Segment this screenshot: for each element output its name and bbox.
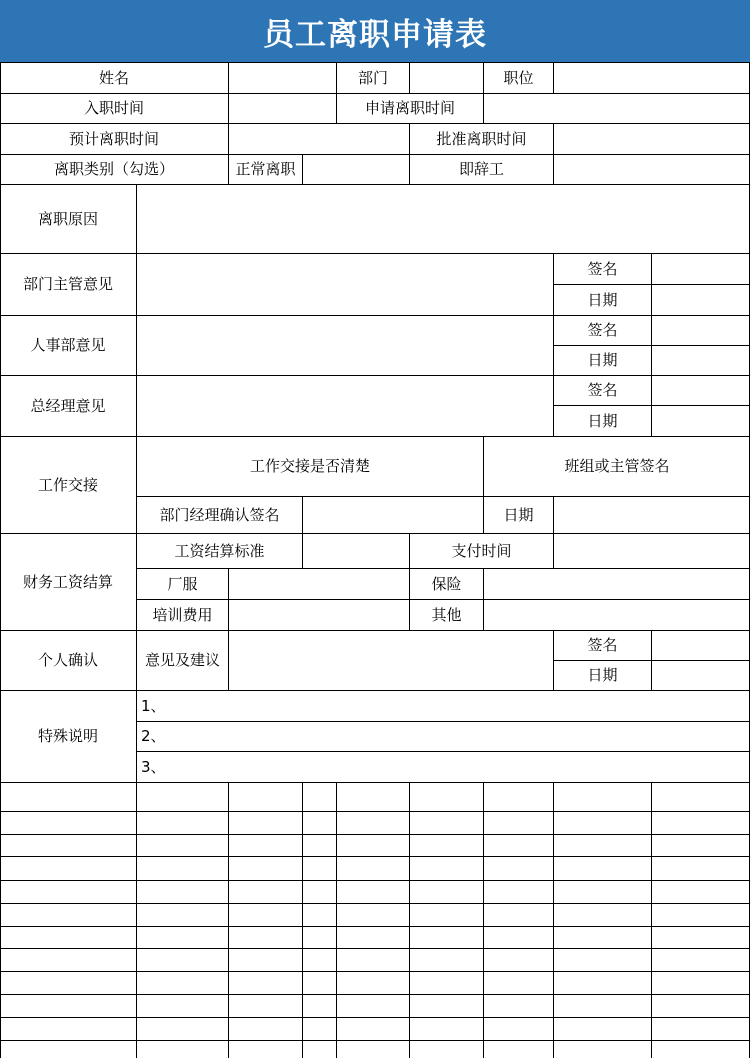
label-approved-date: 批准离职时间 [436, 129, 527, 148]
input-dept-head-opinion[interactable] [137, 254, 553, 315]
input-other[interactable] [484, 600, 750, 630]
label-handover-clear: 工作交接是否清楚 [249, 457, 370, 475]
label-leave-type: 离职类别（勾选） [53, 160, 174, 178]
label-department: 部门 [357, 68, 388, 87]
input-pay-time[interactable] [554, 534, 750, 568]
input-handover-date[interactable] [554, 497, 750, 533]
label-personal-signature: 签名 [587, 636, 618, 654]
label-apply-date: 申请离职时间 [364, 99, 455, 117]
label-hr-date: 日期 [587, 351, 618, 369]
input-dept-head-date[interactable] [652, 285, 750, 315]
note-line-2[interactable]: 2、 [141, 727, 166, 745]
input-reason[interactable] [137, 185, 750, 253]
checkbox-normal-leave[interactable] [303, 155, 409, 184]
label-hire-date: 入职时间 [83, 99, 144, 117]
label-salary-standard: 工资结算标准 [174, 541, 265, 560]
label-handover: 工作交接 [37, 475, 98, 494]
input-name[interactable] [229, 63, 336, 93]
label-training-fee: 培训费用 [152, 605, 213, 624]
label-personal-confirm: 个人确认 [37, 651, 98, 669]
input-approved-date[interactable] [554, 124, 750, 154]
input-department[interactable] [410, 63, 483, 93]
label-gm-date: 日期 [587, 411, 618, 430]
label-hr-signature: 签名 [587, 321, 618, 339]
label-finance: 财务工资结算 [22, 572, 113, 591]
label-insurance: 保险 [431, 574, 462, 593]
form-title: 员工离职申请表 [0, 0, 750, 62]
input-insurance[interactable] [484, 569, 750, 599]
label-team-lead-sign: 班组或主管签名 [564, 457, 670, 475]
input-hr-signature[interactable] [652, 316, 750, 345]
input-gm-signature[interactable] [652, 376, 750, 405]
label-reason: 离职原因 [37, 209, 98, 228]
input-suggestions[interactable] [229, 631, 553, 690]
label-dept-head-opinion: 部门主管意见 [22, 275, 113, 293]
label-expected-date: 预计离职时间 [68, 129, 159, 148]
label-immediate-resign: 即辞工 [458, 160, 504, 178]
input-expected-date[interactable] [229, 124, 409, 154]
label-dept-head-signature: 签名 [587, 259, 618, 278]
label-gm-signature: 签名 [587, 381, 618, 399]
input-uniform[interactable] [229, 569, 409, 599]
label-gm-opinion: 总经理意见 [30, 396, 106, 415]
note-line-3[interactable]: 3、 [141, 757, 166, 776]
label-uniform: 厂服 [167, 574, 198, 593]
input-position[interactable] [554, 63, 750, 93]
label-other: 其他 [431, 605, 462, 624]
label-dept-head-date: 日期 [587, 290, 618, 309]
input-personal-signature[interactable] [652, 631, 750, 660]
label-name: 姓名 [98, 68, 129, 87]
label-dept-manager-sign: 部门经理确认签名 [159, 505, 280, 524]
label-hr-opinion: 人事部意见 [30, 336, 106, 354]
label-personal-date: 日期 [587, 666, 618, 684]
input-gm-opinion[interactable] [137, 376, 553, 436]
input-hire-date[interactable] [229, 94, 336, 123]
input-personal-date[interactable] [652, 661, 750, 690]
input-salary-standard[interactable] [303, 534, 409, 568]
input-apply-date[interactable] [484, 94, 750, 123]
checkbox-immediate-resign[interactable] [554, 155, 750, 184]
note-line-1[interactable]: 1、 [141, 696, 166, 715]
label-normal-leave: 正常离职 [235, 160, 296, 178]
input-hr-date[interactable] [652, 346, 750, 375]
input-dept-head-signature[interactable] [652, 254, 750, 284]
label-position: 职位 [503, 68, 534, 87]
label-handover-date: 日期 [503, 505, 534, 524]
input-dept-manager-sign[interactable] [303, 497, 483, 533]
input-gm-date[interactable] [652, 406, 750, 436]
label-suggestions: 意见及建议 [144, 651, 220, 669]
label-pay-time: 支付时间 [451, 541, 512, 560]
label-special-notes: 特殊说明 [37, 727, 98, 745]
input-hr-opinion[interactable] [137, 316, 553, 375]
input-training-fee[interactable] [229, 600, 409, 630]
